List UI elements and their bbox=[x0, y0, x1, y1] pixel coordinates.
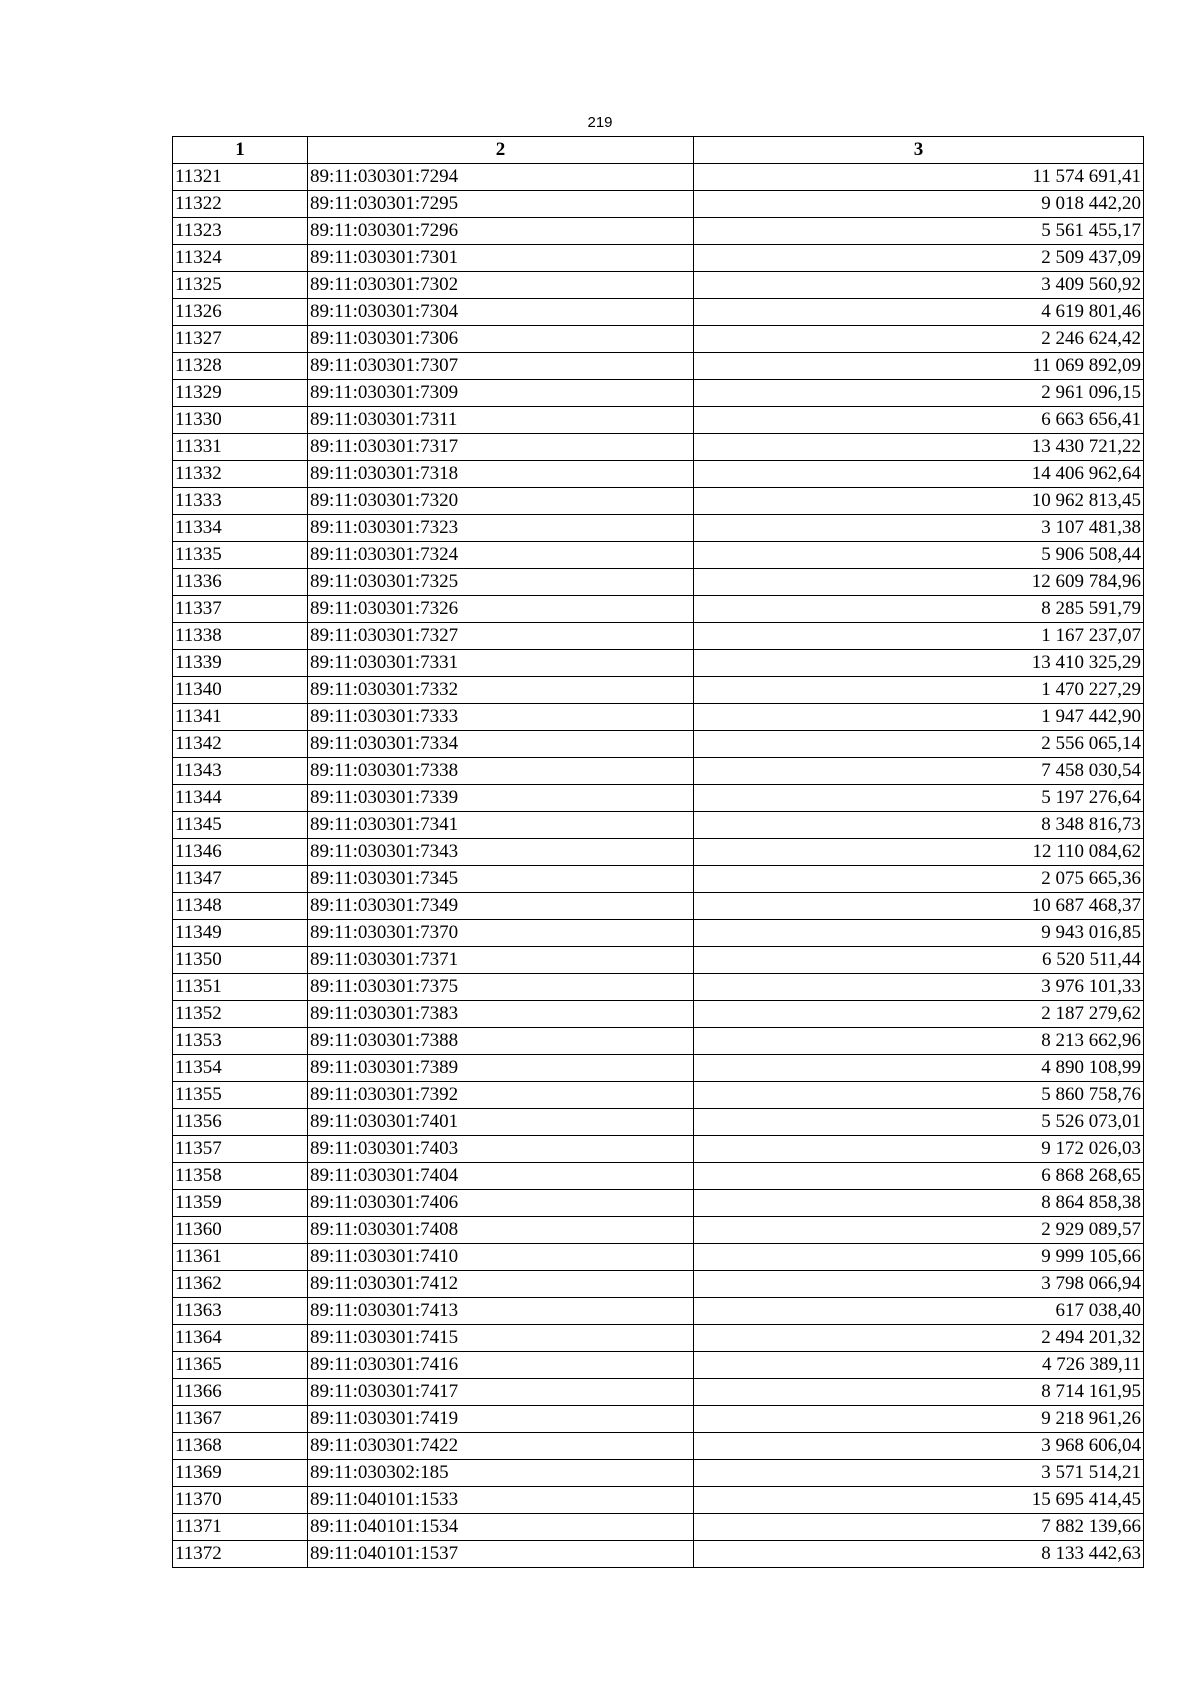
value-cell: 6 663 656,41 bbox=[694, 407, 1144, 434]
cadastral-number-cell: 89:11:030301:7341 bbox=[308, 812, 694, 839]
row-number-cell: 11338 bbox=[173, 623, 308, 650]
table-row bbox=[173, 839, 1144, 866]
cadastral-number-cell: 89:11:030301:7333 bbox=[308, 704, 694, 731]
cadastral-number-cell: 89:11:030301:7304 bbox=[308, 299, 694, 326]
row-number-cell: 11336 bbox=[173, 569, 308, 596]
table-row bbox=[173, 1055, 1144, 1082]
cadastral-number-cell: 89:11:030301:7392 bbox=[308, 1082, 694, 1109]
cadastral-number-cell: 89:11:030301:7349 bbox=[308, 893, 694, 920]
cadastral-number-cell: 89:11:040101:1534 bbox=[308, 1514, 694, 1541]
value-cell: 5 561 455,17 bbox=[694, 218, 1144, 245]
value-cell: 3 968 606,04 bbox=[694, 1433, 1144, 1460]
cadastral-number-cell: 89:11:030301:7339 bbox=[308, 785, 694, 812]
table-row bbox=[173, 515, 1144, 542]
cadastral-number-cell: 89:11:030301:7331 bbox=[308, 650, 694, 677]
cadastral-number-cell: 89:11:030301:7309 bbox=[308, 380, 694, 407]
cadastral-number-cell: 89:11:030301:7413 bbox=[308, 1298, 694, 1325]
value-cell: 9 172 026,03 bbox=[694, 1136, 1144, 1163]
table-row bbox=[173, 1433, 1144, 1460]
value-cell: 12 609 784,96 bbox=[694, 569, 1144, 596]
value-cell: 8 213 662,96 bbox=[694, 1028, 1144, 1055]
table-body bbox=[173, 164, 1144, 1568]
table-row bbox=[173, 1163, 1144, 1190]
table-row bbox=[173, 1001, 1144, 1028]
table-row bbox=[173, 731, 1144, 758]
table-row bbox=[173, 1298, 1144, 1325]
table-row bbox=[173, 1352, 1144, 1379]
table-row bbox=[173, 1325, 1144, 1352]
value-cell: 9 943 016,85 bbox=[694, 920, 1144, 947]
value-cell: 10 962 813,45 bbox=[694, 488, 1144, 515]
table-row bbox=[173, 596, 1144, 623]
table-row bbox=[173, 1136, 1144, 1163]
value-cell: 8 348 816,73 bbox=[694, 812, 1144, 839]
table-row bbox=[173, 1217, 1144, 1244]
value-cell: 4 726 389,11 bbox=[694, 1352, 1144, 1379]
row-number-cell: 11342 bbox=[173, 731, 308, 758]
row-number-cell: 11321 bbox=[173, 164, 308, 191]
value-cell: 6 520 511,44 bbox=[694, 947, 1144, 974]
row-number-cell: 11333 bbox=[173, 488, 308, 515]
table-row bbox=[173, 299, 1144, 326]
cadastral-number-cell: 89:11:030301:7334 bbox=[308, 731, 694, 758]
table-row bbox=[173, 191, 1144, 218]
cadastral-number-cell: 89:11:030301:7326 bbox=[308, 596, 694, 623]
value-cell: 2 509 437,09 bbox=[694, 245, 1144, 272]
table-row bbox=[173, 542, 1144, 569]
table-row bbox=[173, 1487, 1144, 1514]
cadastral-number-cell: 89:11:030301:7412 bbox=[308, 1271, 694, 1298]
row-number-cell: 11352 bbox=[173, 1001, 308, 1028]
column-header-2: 2 bbox=[308, 137, 694, 164]
table-row bbox=[173, 1514, 1144, 1541]
cadastral-number-cell: 89:11:030301:7388 bbox=[308, 1028, 694, 1055]
row-number-cell: 11343 bbox=[173, 758, 308, 785]
cadastral-number-cell: 89:11:030301:7317 bbox=[308, 434, 694, 461]
row-number-cell: 11358 bbox=[173, 1163, 308, 1190]
row-number-cell: 11357 bbox=[173, 1136, 308, 1163]
value-cell: 10 687 468,37 bbox=[694, 893, 1144, 920]
row-number-cell: 11323 bbox=[173, 218, 308, 245]
table-row bbox=[173, 785, 1144, 812]
row-number-cell: 11322 bbox=[173, 191, 308, 218]
value-cell: 5 906 508,44 bbox=[694, 542, 1144, 569]
value-cell: 4 619 801,46 bbox=[694, 299, 1144, 326]
value-cell: 2 961 096,15 bbox=[694, 380, 1144, 407]
value-cell: 2 494 201,32 bbox=[694, 1325, 1144, 1352]
row-number-cell: 11351 bbox=[173, 974, 308, 1001]
table-row bbox=[173, 812, 1144, 839]
row-number-cell: 11361 bbox=[173, 1244, 308, 1271]
row-number-cell: 11331 bbox=[173, 434, 308, 461]
cadastral-number-cell: 89:11:030301:7311 bbox=[308, 407, 694, 434]
value-cell: 5 860 758,76 bbox=[694, 1082, 1144, 1109]
table-row bbox=[173, 1028, 1144, 1055]
cadastral-number-cell: 89:11:030301:7383 bbox=[308, 1001, 694, 1028]
table-row bbox=[173, 461, 1144, 488]
value-cell: 8 285 591,79 bbox=[694, 596, 1144, 623]
table-header bbox=[173, 137, 1144, 164]
row-number-cell: 11356 bbox=[173, 1109, 308, 1136]
cadastral-number-cell: 89:11:030301:7415 bbox=[308, 1325, 694, 1352]
cadastral-number-cell: 89:11:030301:7332 bbox=[308, 677, 694, 704]
table-row bbox=[173, 758, 1144, 785]
cadastral-number-cell: 89:11:030301:7403 bbox=[308, 1136, 694, 1163]
cadastral-number-cell: 89:11:030301:7389 bbox=[308, 1055, 694, 1082]
value-cell: 6 868 268,65 bbox=[694, 1163, 1144, 1190]
table-row bbox=[173, 488, 1144, 515]
row-number-cell: 11344 bbox=[173, 785, 308, 812]
cadastral-number-cell: 89:11:030301:7408 bbox=[308, 1217, 694, 1244]
row-number-cell: 11341 bbox=[173, 704, 308, 731]
cadastral-number-cell: 89:11:030301:7325 bbox=[308, 569, 694, 596]
value-cell: 1 167 237,07 bbox=[694, 623, 1144, 650]
table-row bbox=[173, 1082, 1144, 1109]
row-number-cell: 11339 bbox=[173, 650, 308, 677]
value-cell: 1 470 227,29 bbox=[694, 677, 1144, 704]
row-number-cell: 11348 bbox=[173, 893, 308, 920]
row-number-cell: 11366 bbox=[173, 1379, 308, 1406]
data-table bbox=[172, 136, 1144, 1568]
cadastral-number-cell: 89:11:030301:7318 bbox=[308, 461, 694, 488]
row-number-cell: 11370 bbox=[173, 1487, 308, 1514]
row-number-cell: 11326 bbox=[173, 299, 308, 326]
cadastral-number-cell: 89:11:030301:7419 bbox=[308, 1406, 694, 1433]
row-number-cell: 11329 bbox=[173, 380, 308, 407]
row-number-cell: 11372 bbox=[173, 1541, 308, 1568]
value-cell: 8 714 161,95 bbox=[694, 1379, 1144, 1406]
value-cell: 2 187 279,62 bbox=[694, 1001, 1144, 1028]
table-row bbox=[173, 434, 1144, 461]
cadastral-number-cell: 89:11:030301:7401 bbox=[308, 1109, 694, 1136]
header-row bbox=[173, 137, 1144, 164]
value-cell: 8 133 442,63 bbox=[694, 1541, 1144, 1568]
cadastral-number-cell: 89:11:030301:7343 bbox=[308, 839, 694, 866]
row-number-cell: 11334 bbox=[173, 515, 308, 542]
cadastral-number-cell: 89:11:030301:7417 bbox=[308, 1379, 694, 1406]
value-cell: 13 430 721,22 bbox=[694, 434, 1144, 461]
cadastral-number-cell: 89:11:030301:7371 bbox=[308, 947, 694, 974]
table-row bbox=[173, 1379, 1144, 1406]
cadastral-number-cell: 89:11:030301:7323 bbox=[308, 515, 694, 542]
row-number-cell: 11335 bbox=[173, 542, 308, 569]
row-number-cell: 11362 bbox=[173, 1271, 308, 1298]
cadastral-number-cell: 89:11:030301:7406 bbox=[308, 1190, 694, 1217]
row-number-cell: 11369 bbox=[173, 1460, 308, 1487]
row-number-cell: 11353 bbox=[173, 1028, 308, 1055]
value-cell: 3 798 066,94 bbox=[694, 1271, 1144, 1298]
cadastral-number-cell: 89:11:040101:1533 bbox=[308, 1487, 694, 1514]
row-number-cell: 11345 bbox=[173, 812, 308, 839]
cadastral-number-cell: 89:11:030301:7295 bbox=[308, 191, 694, 218]
row-number-cell: 11354 bbox=[173, 1055, 308, 1082]
row-number-cell: 11346 bbox=[173, 839, 308, 866]
cadastral-number-cell: 89:11:030301:7416 bbox=[308, 1352, 694, 1379]
row-number-cell: 11328 bbox=[173, 353, 308, 380]
value-cell: 1 947 442,90 bbox=[694, 704, 1144, 731]
table-row bbox=[173, 218, 1144, 245]
cadastral-number-cell: 89:11:030301:7301 bbox=[308, 245, 694, 272]
value-cell: 11 574 691,41 bbox=[694, 164, 1144, 191]
row-number-cell: 11363 bbox=[173, 1298, 308, 1325]
value-cell: 15 695 414,45 bbox=[694, 1487, 1144, 1514]
table-row bbox=[173, 947, 1144, 974]
table-row bbox=[173, 623, 1144, 650]
row-number-cell: 11332 bbox=[173, 461, 308, 488]
cadastral-number-cell: 89:11:030301:7370 bbox=[308, 920, 694, 947]
value-cell: 2 246 624,42 bbox=[694, 326, 1144, 353]
cadastral-number-cell: 89:11:030301:7422 bbox=[308, 1433, 694, 1460]
table-row bbox=[173, 407, 1144, 434]
cadastral-number-cell: 89:11:030301:7306 bbox=[308, 326, 694, 353]
table-row bbox=[173, 650, 1144, 677]
row-number-cell: 11360 bbox=[173, 1217, 308, 1244]
value-cell: 5 197 276,64 bbox=[694, 785, 1144, 812]
value-cell: 9 218 961,26 bbox=[694, 1406, 1144, 1433]
table-row bbox=[173, 1109, 1144, 1136]
row-number-cell: 11340 bbox=[173, 677, 308, 704]
row-number-cell: 11355 bbox=[173, 1082, 308, 1109]
row-number-cell: 11327 bbox=[173, 326, 308, 353]
cadastral-number-cell: 89:11:030302:185 bbox=[308, 1460, 694, 1487]
row-number-cell: 11367 bbox=[173, 1406, 308, 1433]
value-cell: 2 075 665,36 bbox=[694, 866, 1144, 893]
table-row bbox=[173, 1244, 1144, 1271]
value-cell: 3 976 101,33 bbox=[694, 974, 1144, 1001]
row-number-cell: 11371 bbox=[173, 1514, 308, 1541]
table-row bbox=[173, 704, 1144, 731]
cadastral-number-cell: 89:11:030301:7327 bbox=[308, 623, 694, 650]
value-cell: 2 556 065,14 bbox=[694, 731, 1144, 758]
value-cell: 3 107 481,38 bbox=[694, 515, 1144, 542]
table-row bbox=[173, 1541, 1144, 1568]
table-row bbox=[173, 1190, 1144, 1217]
cadastral-number-cell: 89:11:030301:7410 bbox=[308, 1244, 694, 1271]
table-row bbox=[173, 380, 1144, 407]
cadastral-number-cell: 89:11:030301:7296 bbox=[308, 218, 694, 245]
table-row bbox=[173, 245, 1144, 272]
row-number-cell: 11359 bbox=[173, 1190, 308, 1217]
table-row bbox=[173, 974, 1144, 1001]
table-row bbox=[173, 326, 1144, 353]
cadastral-number-cell: 89:11:030301:7320 bbox=[308, 488, 694, 515]
value-cell: 7 458 030,54 bbox=[694, 758, 1144, 785]
cadastral-number-cell: 89:11:030301:7307 bbox=[308, 353, 694, 380]
value-cell: 8 864 858,38 bbox=[694, 1190, 1144, 1217]
column-header-1: 1 bbox=[173, 137, 308, 164]
table-row bbox=[173, 1406, 1144, 1433]
row-number-cell: 11325 bbox=[173, 272, 308, 299]
cadastral-number-cell: 89:11:030301:7338 bbox=[308, 758, 694, 785]
value-cell: 3 571 514,21 bbox=[694, 1460, 1144, 1487]
value-cell: 617 038,40 bbox=[694, 1298, 1144, 1325]
value-cell: 11 069 892,09 bbox=[694, 353, 1144, 380]
row-number-cell: 11350 bbox=[173, 947, 308, 974]
value-cell: 9 999 105,66 bbox=[694, 1244, 1144, 1271]
table-row bbox=[173, 272, 1144, 299]
table-row bbox=[173, 1460, 1144, 1487]
value-cell: 5 526 073,01 bbox=[694, 1109, 1144, 1136]
row-number-cell: 11364 bbox=[173, 1325, 308, 1352]
table-row bbox=[173, 1271, 1144, 1298]
column-header-3: 3 bbox=[694, 137, 1144, 164]
value-cell: 3 409 560,92 bbox=[694, 272, 1144, 299]
table-row bbox=[173, 353, 1144, 380]
value-cell: 12 110 084,62 bbox=[694, 839, 1144, 866]
value-cell: 7 882 139,66 bbox=[694, 1514, 1144, 1541]
row-number-cell: 11324 bbox=[173, 245, 308, 272]
cadastral-number-cell: 89:11:030301:7302 bbox=[308, 272, 694, 299]
row-number-cell: 11347 bbox=[173, 866, 308, 893]
value-cell: 9 018 442,20 bbox=[694, 191, 1144, 218]
page-number: 219 bbox=[587, 114, 613, 131]
cadastral-number-cell: 89:11:030301:7375 bbox=[308, 974, 694, 1001]
table-row bbox=[173, 164, 1144, 191]
cadastral-number-cell: 89:11:030301:7404 bbox=[308, 1163, 694, 1190]
cadastral-number-cell: 89:11:030301:7324 bbox=[308, 542, 694, 569]
value-cell: 13 410 325,29 bbox=[694, 650, 1144, 677]
value-cell: 4 890 108,99 bbox=[694, 1055, 1144, 1082]
value-cell: 2 929 089,57 bbox=[694, 1217, 1144, 1244]
row-number-cell: 11368 bbox=[173, 1433, 308, 1460]
cadastral-number-cell: 89:11:030301:7345 bbox=[308, 866, 694, 893]
table-row bbox=[173, 866, 1144, 893]
row-number-cell: 11365 bbox=[173, 1352, 308, 1379]
table-row bbox=[173, 920, 1144, 947]
row-number-cell: 11337 bbox=[173, 596, 308, 623]
value-cell: 14 406 962,64 bbox=[694, 461, 1144, 488]
cadastral-number-cell: 89:11:030301:7294 bbox=[308, 164, 694, 191]
table-row bbox=[173, 569, 1144, 596]
table-row bbox=[173, 893, 1144, 920]
row-number-cell: 11349 bbox=[173, 920, 308, 947]
cadastral-number-cell: 89:11:040101:1537 bbox=[308, 1541, 694, 1568]
table-row bbox=[173, 677, 1144, 704]
row-number-cell: 11330 bbox=[173, 407, 308, 434]
